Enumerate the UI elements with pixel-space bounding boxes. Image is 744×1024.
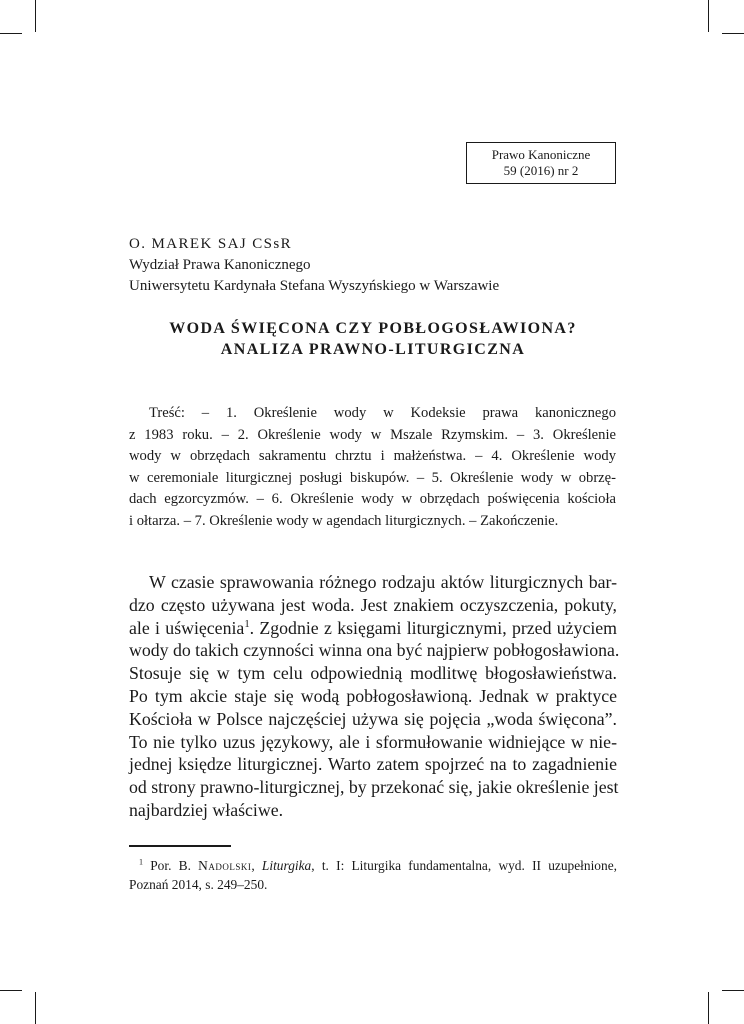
- body-line: W czasie sprawowania różnego rodzaju aktów liturgicznych bar-: [149, 572, 617, 592]
- footnote-number: 1: [139, 857, 144, 867]
- contents-line: wody w obrzędach sakramentu chrztu i małżeństwa. – 4. Określenie wody: [129, 448, 616, 465]
- body-paragraph: [129, 571, 620, 822]
- crop-mark-bottom-right-h: [722, 990, 744, 991]
- body-line: od strony prawno-liturgicznej, by przekonać się, jakie określenie jest: [129, 777, 619, 798]
- contents-line: w ceremoniale liturgicznej posługi biskupów. – 5. Określenie wody w obrzę-: [129, 469, 616, 486]
- body-line: najbardziej właściwe.: [129, 799, 284, 820]
- crop-mark-top-right: [708, 0, 709, 32]
- footnote: [129, 856, 617, 894]
- author-affiliation-faculty: Wydział Prawa Kanonicznego: [129, 257, 311, 273]
- body-line: [129, 617, 617, 640]
- contents-line: i ołtarza. – 7. Określenie wody w agendach liturgicznych. – Zakończenie.: [129, 512, 559, 529]
- footnote-prefix: Por. B.: [143, 858, 199, 873]
- author-affiliation-university: Uniwersytetu Kardynała Stefana Wyszyńskiego w Warszawie: [129, 278, 500, 294]
- body-line: dzo często używana jest woda. Jest znakiem oczyszczenia, pokuty,: [129, 594, 617, 615]
- author-name: O. MAREK SAJ CSsR: [129, 236, 293, 252]
- article-title-line-2: ANALIZA PRAWNO-LITURGICZNA: [220, 341, 526, 358]
- author-block: [129, 234, 619, 297]
- footnote-line: Poznań 2014, s. 249–250.: [129, 877, 268, 892]
- crop-mark-bottom-left-h: [0, 990, 22, 991]
- body-line: Kościoła w Polsce najczęściej używa się pojęcia „woda święcona”.: [129, 708, 617, 729]
- contents-line: z 1983 roku. – 2. Określenie wody w Mszale Rzymskim. – 3. Określenie: [129, 426, 616, 443]
- body-line: To nie tylko uzus językowy, ale i sformułowanie widniejące w nie-: [129, 731, 617, 752]
- crop-mark-bottom-right: [708, 992, 709, 1024]
- footnote-separator-text: ,: [251, 858, 262, 873]
- journal-name: Prawo Kanoniczne: [491, 147, 591, 162]
- article-title: [129, 318, 617, 360]
- journal-issue: 59 (2016) nr 2: [503, 163, 579, 178]
- contents-line: dach egzorcyzmów. – 6. Określenie wody w obrzędach poświęcenia kościoła: [129, 491, 616, 508]
- footnote-separator: [129, 845, 231, 847]
- crop-mark-top-left-h: [0, 33, 22, 34]
- crop-mark-top-right-h: [722, 33, 744, 34]
- crop-mark-bottom-left: [35, 992, 36, 1024]
- body-line: Po tym akcie staje się wodą pobłogosławioną. Jednak w praktyce: [129, 685, 617, 706]
- footnote-line: [129, 856, 617, 875]
- article-title-line-1: WODA ŚWIĘCONA CZY POBŁOGOSŁAWIONA?: [169, 320, 577, 337]
- footnote-book-title: Liturgika: [261, 858, 312, 873]
- contents-line: Treść: – 1. Określenie wody w Kodeksie prawa kanonicznego: [149, 405, 616, 421]
- crop-mark-top-left: [35, 0, 36, 32]
- body-line: wody do takich czynności winna ona być najpierw pobłogosławiona.: [129, 640, 620, 661]
- body-line: Stosuje się w tym celu odpowiednią modlitwę błogosławieństwa.: [129, 663, 617, 684]
- body-line-part: ale i uświęcenia: [129, 617, 245, 638]
- footnote-details: , t. I: Liturgika fundamentalna, wyd. II uzupełnione,: [311, 858, 617, 873]
- footnote-reference[interactable]: 1: [244, 617, 250, 630]
- body-line: jednej księdze liturgicznej. Warto zatem spojrzeć na to zagadnienie: [129, 754, 617, 775]
- body-line-part: . Zgodnie z księgami liturgicznymi, przed użyciem: [249, 617, 618, 638]
- journal-info-box: [466, 142, 616, 184]
- contents-summary: [129, 403, 616, 533]
- footnote-author: Nadolski: [198, 858, 252, 873]
